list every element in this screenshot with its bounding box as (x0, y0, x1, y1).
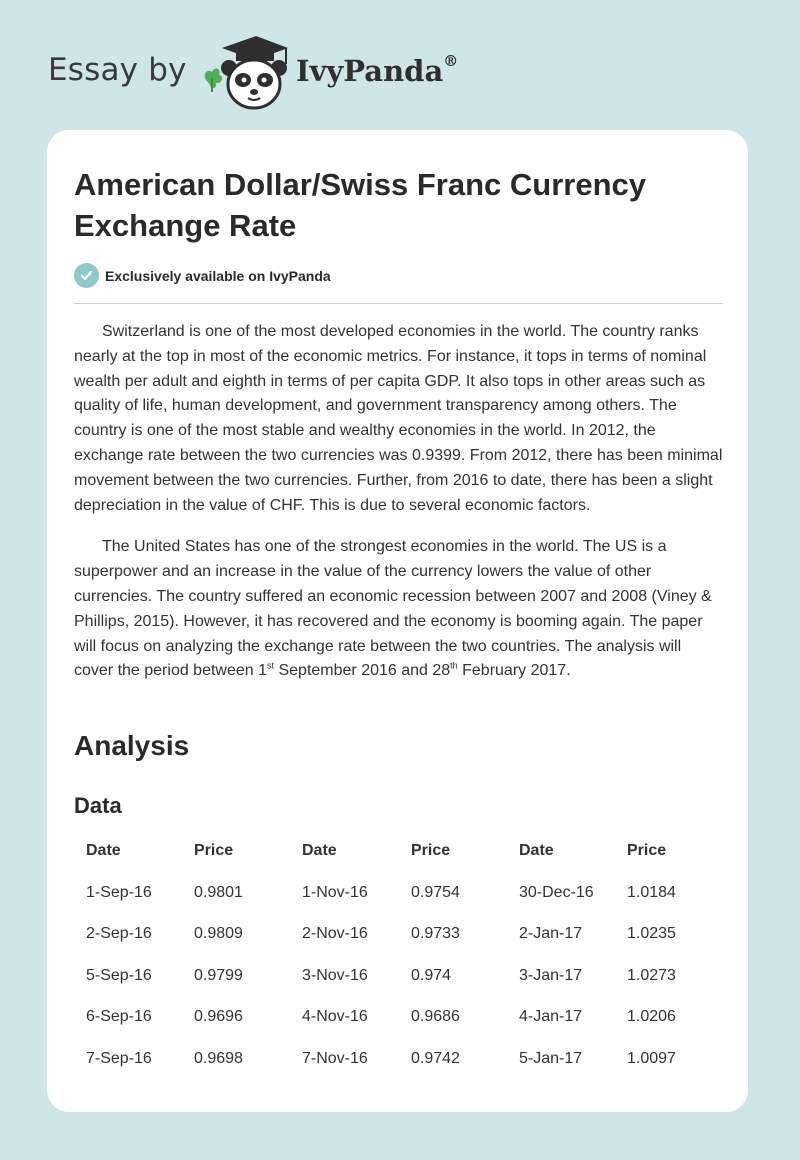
table-cell: 4-Jan-17 (519, 1008, 583, 1026)
subsection-heading-data: Data (74, 793, 122, 818)
table-cell: 1.0184 (627, 883, 676, 901)
table-cell: 7-Sep-16 (86, 1049, 152, 1067)
divider (74, 303, 723, 304)
table-cell: 2-Nov-16 (302, 925, 368, 943)
article-card (47, 130, 748, 1112)
table-cell: 1.0273 (627, 966, 676, 984)
badge-label: Exclusively available on IvyPanda (105, 267, 331, 284)
table-cell: 0.9742 (411, 1049, 460, 1067)
table-cell: 4-Nov-16 (302, 1008, 368, 1026)
paragraph-2: The United States has one of the strongest economies in the world. The US is a superpower and an increase in the value of the currency lowers the value of other currencies. The country suffered an economic recession between 2007 and 2008 (Viney & Phillips, 2015). However, it has recovered and the economy is booming again. The paper will focus on analyzing the exchange rate between the two countries. The analysis will cover the period between 1st September 2016 and 28th February 2017. (74, 538, 712, 680)
table-cell: 3-Nov-16 (302, 966, 368, 984)
table-cell: 1-Sep-16 (86, 883, 152, 901)
table-cell: 0.9801 (194, 883, 243, 901)
panda-logo-icon[interactable] (200, 34, 288, 110)
table-cell: 1.0097 (627, 1049, 676, 1067)
table-cell: 0.9698 (194, 1049, 243, 1067)
table-cell: 7-Nov-16 (302, 1049, 368, 1067)
table-cell: 5-Jan-17 (519, 1049, 583, 1067)
table-cell: 30-Dec-16 (519, 883, 594, 901)
exchange-rate-table (74, 830, 723, 1080)
page-title: American Dollar/Swiss Franc Currency Exchange Rate (74, 167, 647, 243)
column-header: Price (194, 842, 234, 859)
paragraph-1: Switzerland is one of the most developed economies in the world. The country ranks nearly at the top in most of the economic metrics. For instance, it tops in terms of nominal wealth per adult and eighth in terms of per capita GDP. It also tops in other areas such as quality of life, human development, and government transparency among others. The country is one of the most stable and wealthy economies in the world. In 2012, the exchange rate between the two currencies was 0.9399. From 2012, there has been minimal movement between the two currencies. Further, from 2016 to date, there has been a slight depreciation in the value of CHF. This is due to several economic factors. (74, 323, 723, 514)
table-cell: 3-Jan-17 (519, 966, 583, 984)
table-row (74, 1038, 723, 1080)
column-header: Date (86, 842, 121, 859)
table-cell: 1.0206 (627, 1008, 676, 1026)
essay-by-label: Essay by (48, 52, 187, 88)
table-cell: 0.9696 (194, 1008, 243, 1026)
table-cell: 0.9686 (411, 1008, 460, 1026)
table-row (74, 914, 723, 956)
table-cell: 0.9733 (411, 925, 460, 943)
table-cell: 2-Sep-16 (86, 925, 152, 943)
exclusive-badge (74, 263, 331, 288)
table-cell: 2-Jan-17 (519, 925, 583, 943)
site-header (48, 34, 548, 114)
column-header: Date (519, 842, 554, 859)
table-cell: 5-Sep-16 (86, 966, 152, 984)
table-header-row (74, 830, 723, 872)
table-cell: 0.974 (411, 966, 452, 984)
column-header: Price (627, 842, 667, 859)
section-heading-analysis: Analysis (74, 730, 190, 761)
table-row (74, 955, 723, 997)
article-body (74, 320, 723, 701)
table-cell: 0.9754 (411, 883, 460, 901)
column-header: Price (411, 842, 451, 859)
check-icon (74, 263, 99, 288)
table-cell: 1.0235 (627, 925, 676, 943)
column-header: Date (302, 842, 337, 859)
table-cell: 1-Nov-16 (302, 883, 368, 901)
table-row (74, 997, 723, 1039)
table-cell: 0.9799 (194, 966, 243, 984)
table-cell: 6-Sep-16 (86, 1008, 152, 1026)
table-row (74, 872, 723, 914)
brand-name[interactable]: IvyPanda® (296, 52, 459, 88)
table-cell: 0.9809 (194, 925, 243, 943)
